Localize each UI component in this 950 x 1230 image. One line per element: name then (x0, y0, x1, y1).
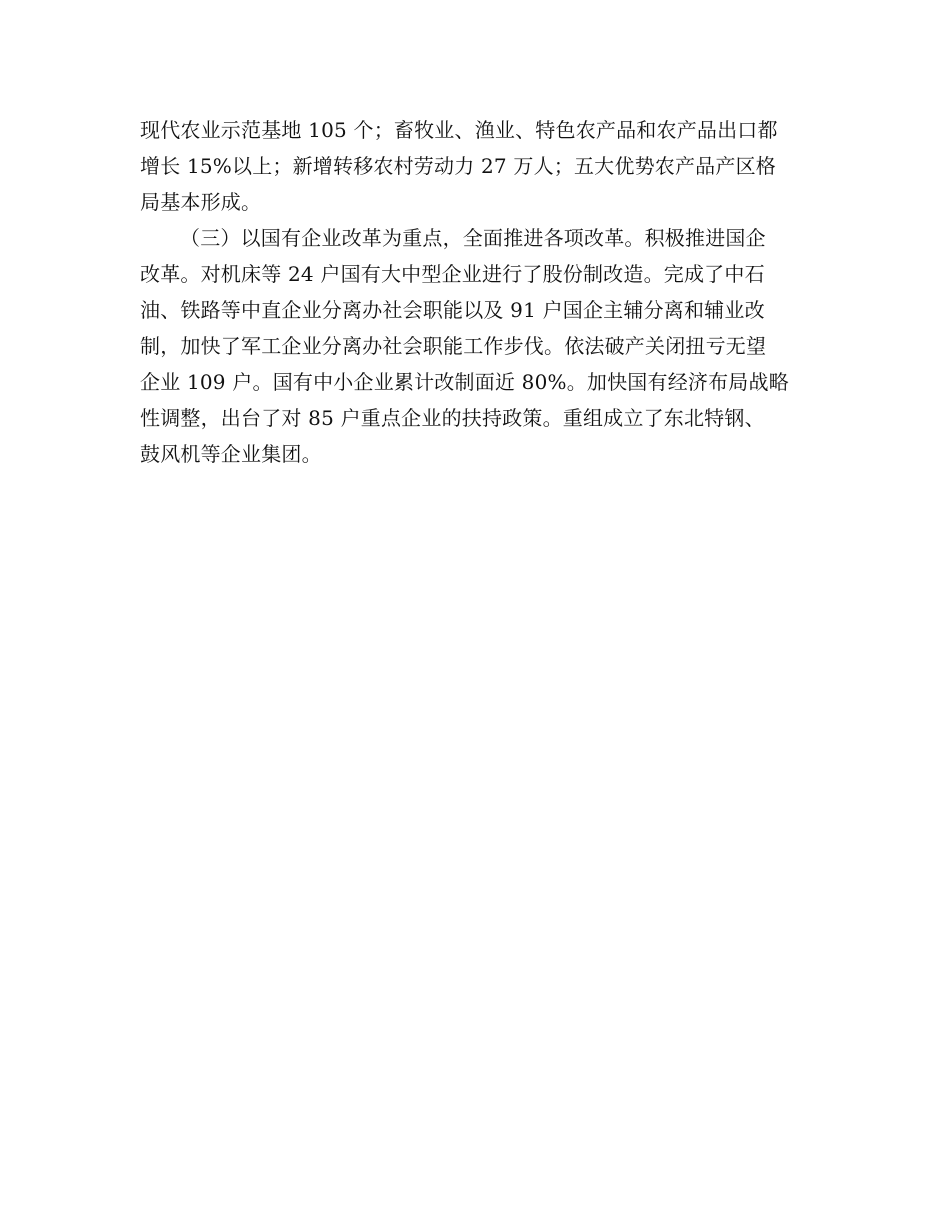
section-heading-line: （三）以国有企业改革为重点，全面推进各项改革。积极推进国企 (180, 226, 766, 250)
paragraph-line: 企业 109 户。国有中小企业累计改制面近 80%。加快国有经济布局战略 (140, 370, 789, 394)
paragraph-line: 局基本形成。 (140, 190, 262, 214)
body-text (140, 112, 820, 472)
paragraph-line: 现代农业示范基地 105 个；畜牧业、渔业、特色农产品和农产品出口都 (140, 118, 778, 142)
paragraph-line: 鼓风机等企业集团。 (140, 442, 322, 466)
paragraph-line: 改革。对机床等 24 户国有大中型企业进行了股份制改造。完成了中石 (140, 262, 765, 286)
paragraph-line: 制，加快了军工企业分离办社会职能工作步伐。依法破产关闭扭亏无望 (140, 334, 767, 358)
paragraph-line: 增长 15%以上；新增转移农村劳动力 27 万人；五大优势农产品产区格 (140, 154, 776, 178)
paragraph-line: 性调整，出台了对 85 户重点企业的扶持政策。重组成立了东北特钢、 (140, 406, 765, 430)
paragraph-line: 油、铁路等中直企业分离办社会职能以及 91 户国企主辅分离和辅业改 (140, 298, 765, 322)
